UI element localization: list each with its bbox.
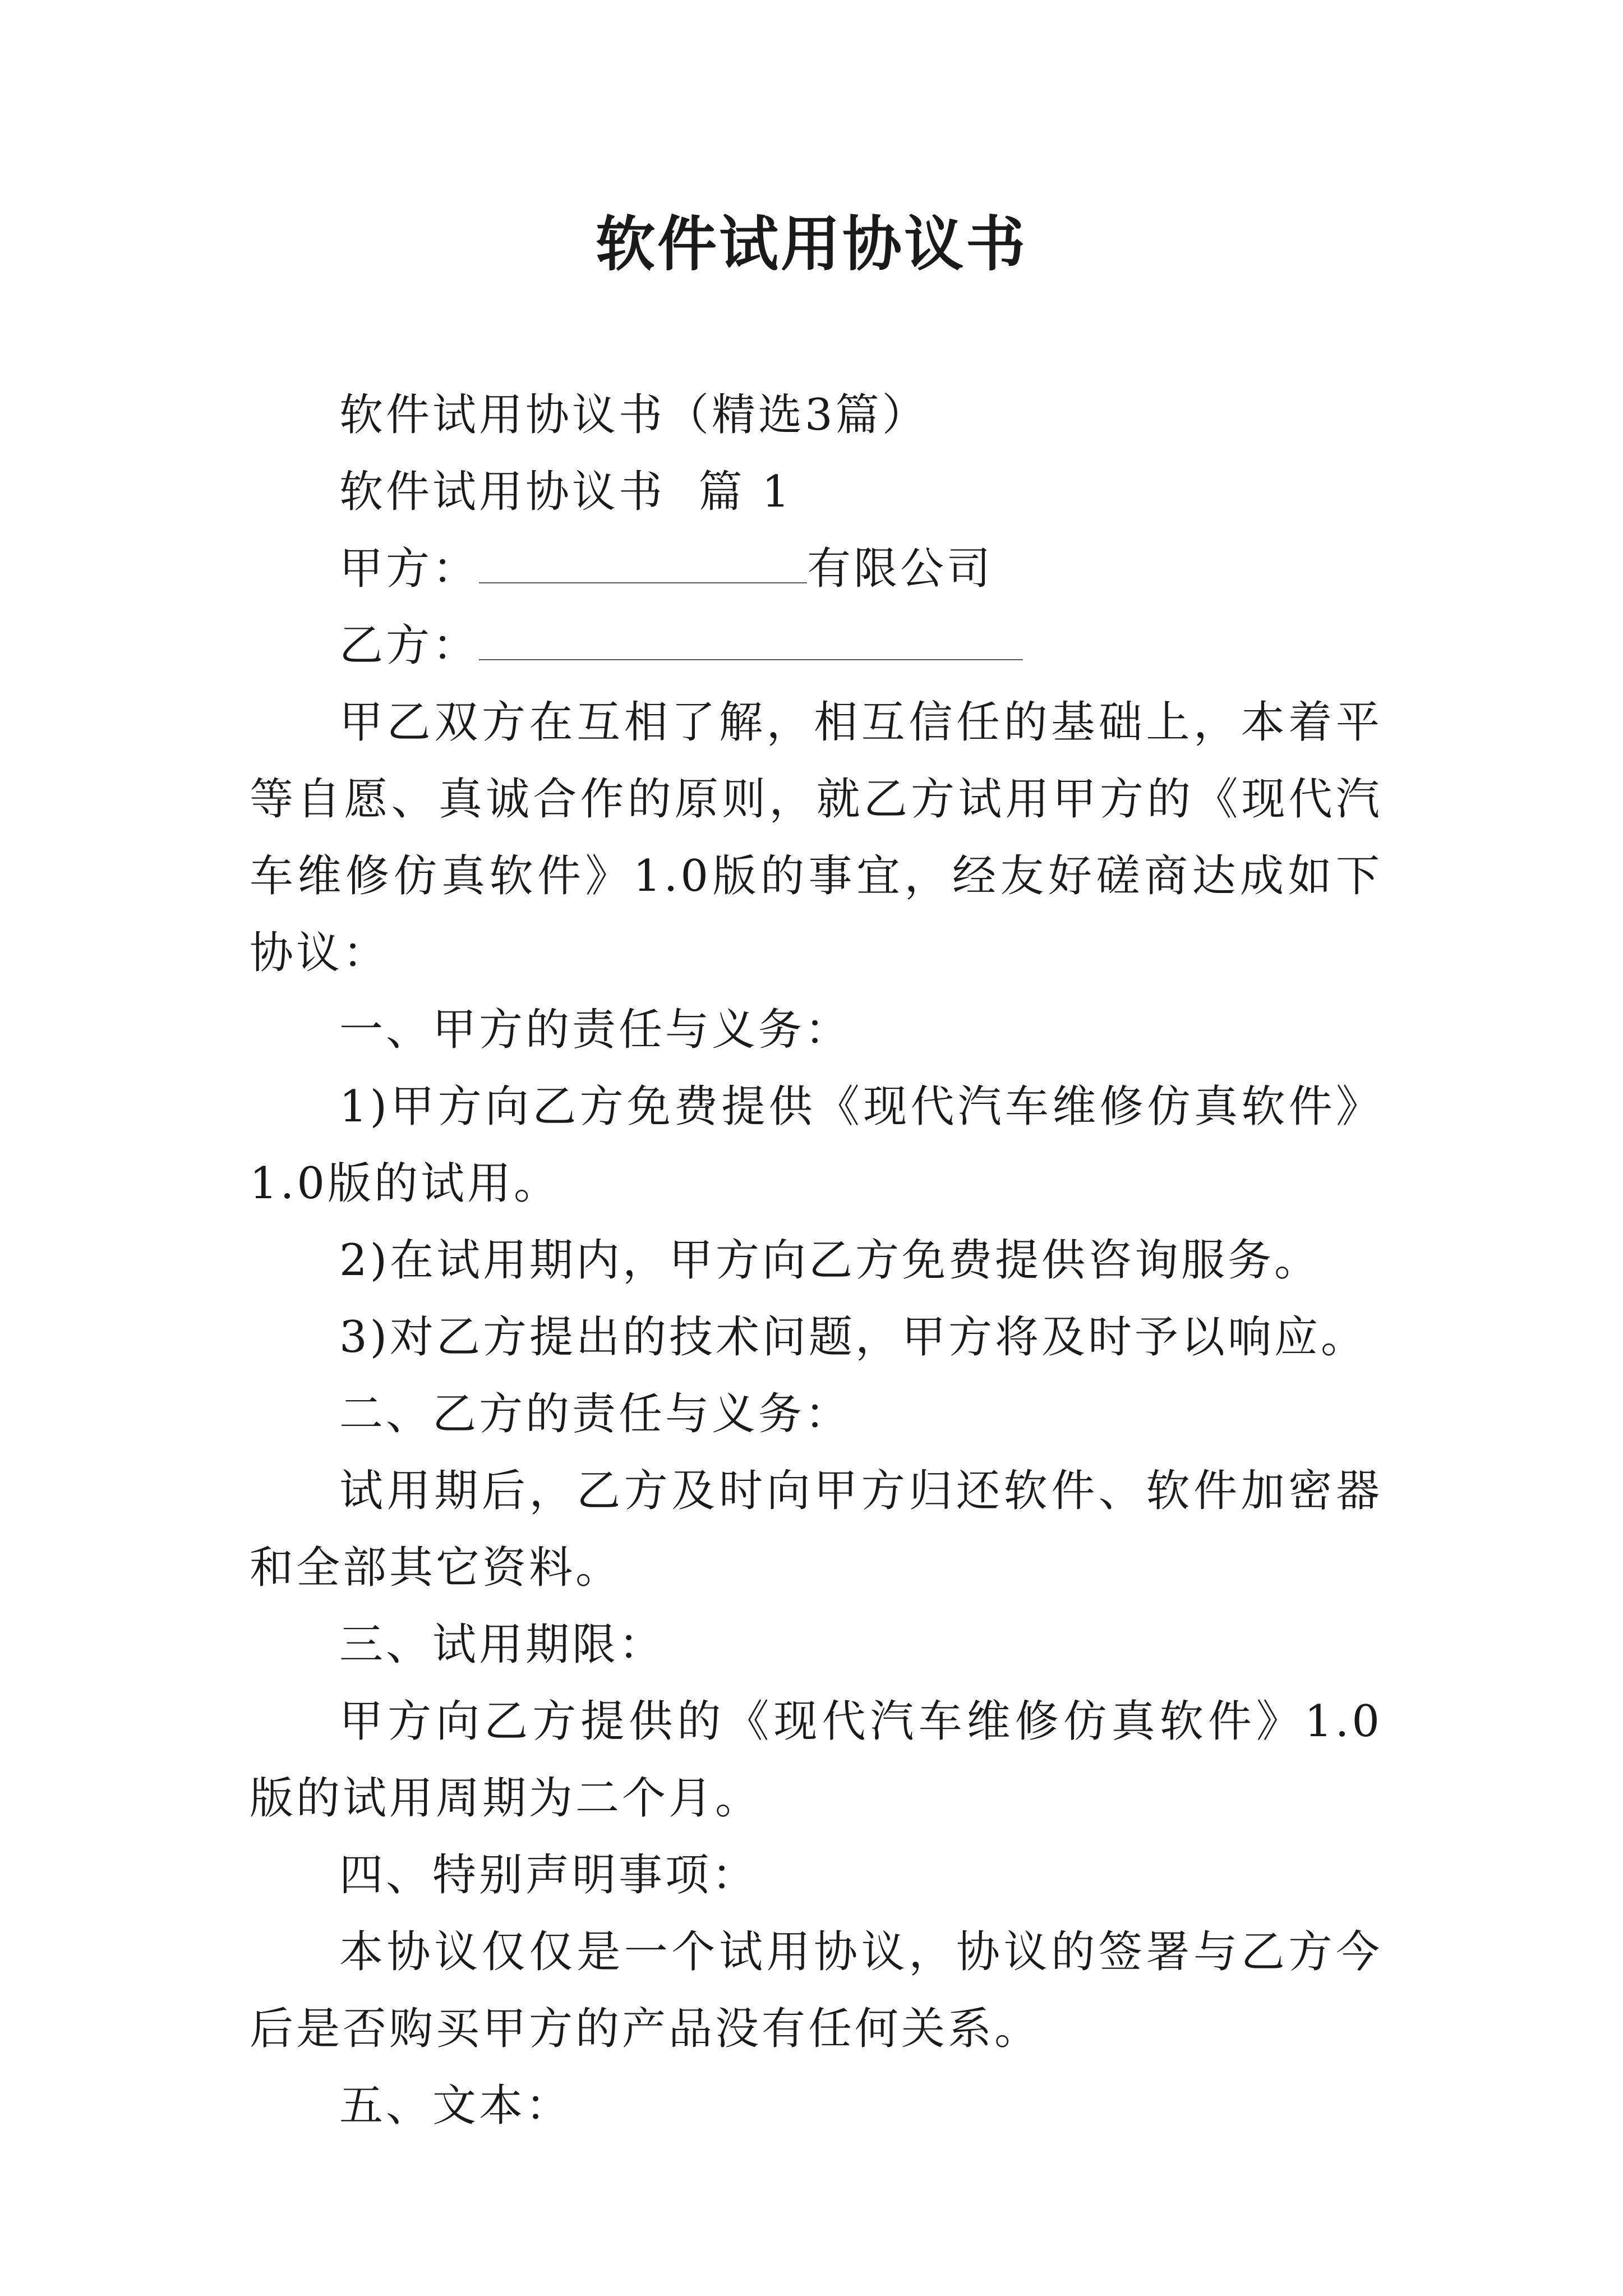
clause-2-heading: 二、乙方的责任与义务： <box>339 1389 852 1439</box>
clause-1-item-2: 2)在试用期内，甲方向乙方免费提供咨询服务。 <box>339 1235 1321 1286</box>
clause-3-heading: 三、试用期限： <box>339 1619 666 1670</box>
clause-4-body: 本协议仅仅是一个试用协议，协议的签署与乙方今后是否购买甲方的产品没有任何关系。 <box>250 1927 1382 2054</box>
clause-3-body: 甲方向乙方提供的《现代汽车维修仿真软件》1.0版的试用周期为二个月。 <box>250 1696 1382 1824</box>
party-a-blank <box>479 549 807 583</box>
party-b-line <box>250 608 1382 684</box>
section-heading: 软件试用协议书 篇 1 <box>339 467 793 517</box>
clause-4-heading: 四、特别声明事项： <box>339 1850 759 1901</box>
document-subtitle: 软件试用协议书（精选3篇） <box>339 390 929 440</box>
party-a-suffix: 有限公司 <box>807 544 994 594</box>
intro-paragraph: 甲乙双方在互相了解，相互信任的基础上，本着平等自愿、真诚合作的原则，就乙方试用甲方的《现代汽车维修仿真软件》1.0版的事宜，经友好磋商达成如下协议： <box>250 697 1382 978</box>
party-b-blank <box>479 625 1023 660</box>
clause-1-heading: 一、甲方的责任与义务： <box>339 1005 852 1055</box>
clause-5-heading: 五、文本： <box>339 2081 573 2131</box>
clause-1-item-3: 3)对乙方提出的技术问题，甲方将及时予以响应。 <box>339 1312 1368 1363</box>
document-title: 软件试用协议书 <box>596 209 1027 279</box>
party-a-label: 甲方： <box>339 544 479 594</box>
clause-1-item-1: 1)甲方向乙方免费提供《现代汽车维修仿真软件》1.0版的试用。 <box>250 1082 1382 1209</box>
document-body <box>250 377 1382 2145</box>
party-a-line <box>250 531 1382 608</box>
party-b-label: 乙方： <box>339 620 479 671</box>
clause-2-body: 试用期后，乙方及时向甲方归还软件、软件加密器和全部其它资料。 <box>250 1466 1382 1593</box>
